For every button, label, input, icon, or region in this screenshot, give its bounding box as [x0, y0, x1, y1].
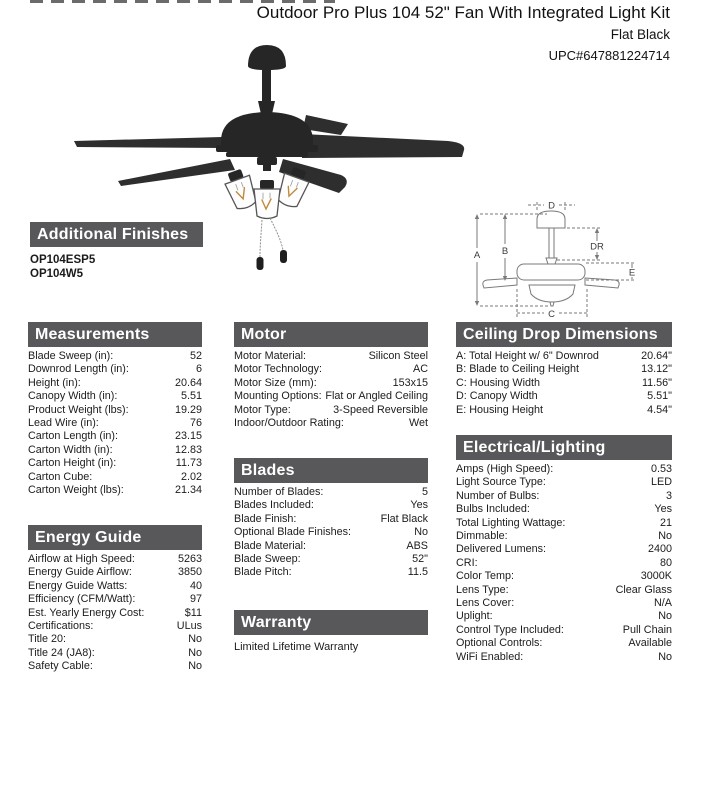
spec-label: Energy Guide Airflow: [28, 566, 132, 579]
spec-value: 3850 [177, 566, 202, 579]
spec-value: 4.54" [647, 403, 672, 416]
spec-row [28, 647, 202, 660]
spec-value: 11.56" [641, 376, 672, 389]
dim-label-b: B [501, 246, 509, 257]
product-finish: Flat Black [610, 27, 670, 42]
spec-row [234, 540, 428, 553]
spec-row [456, 350, 672, 363]
spec-value: 20.64" [641, 350, 672, 362]
spec-row [456, 390, 672, 403]
spec-row [456, 503, 672, 516]
section-ceiling-drop-dimensions [456, 322, 672, 417]
warranty-text: Limited Lifetime Warranty [234, 641, 359, 653]
spec-label: Motor Technology: [234, 363, 323, 376]
spec-value: 5.51" [647, 390, 672, 403]
spec-label: Color Temp: [456, 570, 515, 583]
section-additional-finishes [30, 222, 203, 281]
spec-row [28, 580, 202, 593]
spec-label: Carton Weight (lbs): [28, 484, 124, 497]
spec-label: Lead Wire (in): [28, 417, 99, 430]
spec-label: Total Lighting Wattage: [456, 516, 566, 529]
spec-row [234, 513, 428, 526]
spec-label: Airflow at High Speed: [28, 553, 135, 565]
section-header-additional-finishes: Additional Finishes [30, 222, 203, 247]
spec-value: 76 [189, 417, 202, 430]
spec-value: 5.51 [180, 390, 202, 403]
spec-row [28, 484, 202, 497]
finish-code: OP104W5 [30, 268, 84, 280]
spec-label: Canopy Width (in): [28, 390, 118, 403]
spec-row [456, 597, 672, 610]
spec-value: 5263 [177, 553, 202, 565]
spec-row [28, 660, 202, 673]
spec-value: 13.12" [641, 363, 672, 376]
spec-label: Carton Cube: [28, 470, 93, 483]
spec-value: Silicon Steel [368, 350, 428, 362]
spec-label: Motor Size (mm): [234, 376, 317, 389]
spec-row [456, 404, 672, 417]
spec-label: D: Canopy Width [456, 390, 538, 403]
dim-label-d: D [548, 200, 555, 212]
spec-row [234, 499, 428, 512]
spec-label: A: Total Height w/ 6" Downrod [456, 350, 599, 362]
light-kit [222, 165, 312, 219]
spec-label: CRI: [456, 556, 478, 569]
spec-label: Title 20: [28, 633, 67, 646]
spec-row [234, 526, 428, 539]
spec-row [456, 517, 672, 530]
spec-label: Blade Pitch: [234, 566, 292, 579]
spec-row [456, 530, 672, 543]
dimension-diagram [455, 190, 700, 322]
fan-mount [248, 45, 286, 114]
spec-value: No [188, 633, 202, 646]
spec-label: Control Type Included: [456, 623, 564, 636]
spec-label: Product Weight (lbs): [28, 403, 129, 416]
dim-label-dr: DR [590, 241, 604, 253]
spec-row [234, 417, 428, 430]
spec-label: C: Housing Width [456, 376, 541, 389]
spec-row [456, 624, 672, 637]
spec-row [28, 404, 202, 417]
spec-value: LED [650, 476, 672, 489]
spec-label: Safety Cable: [28, 660, 93, 673]
spec-label: Blade Material: [234, 539, 307, 552]
spec-label: Delivered Lumens: [456, 543, 547, 556]
spec-row [28, 633, 202, 646]
spec-label: Motor Material: [234, 350, 306, 362]
spec-label: Carton Height (in): [28, 457, 117, 470]
spec-value: Pull Chain [622, 623, 672, 636]
spec-row [28, 390, 202, 403]
spec-row [28, 471, 202, 484]
spec-row [456, 543, 672, 556]
spec-value: Clear Glass [615, 583, 672, 596]
finish-code: OP104ESP5 [30, 254, 96, 266]
spec-value: 153x15 [392, 376, 428, 389]
spec-row [28, 553, 202, 566]
spec-row [456, 610, 672, 623]
spec-value: No [658, 610, 672, 623]
spec-label: Mounting Options: [234, 390, 322, 403]
spec-row [234, 486, 428, 499]
spec-label: Height (in): [28, 376, 81, 389]
spec-row [456, 363, 672, 376]
spec-label: Motor Type: [234, 403, 291, 416]
spec-label: Blade Sweep (in): [28, 350, 114, 362]
spec-value: No [188, 660, 202, 673]
spec-label: E: Housing Height [456, 403, 544, 416]
spec-row [456, 476, 672, 489]
spec-value: 11.73 [175, 457, 202, 470]
spec-value: No [658, 650, 672, 663]
dim-label-c: C [548, 309, 555, 320]
spec-label: Blade Finish: [234, 512, 297, 525]
spec-value: 12.83 [174, 443, 202, 456]
spec-row [28, 417, 202, 430]
spec-value: 2400 [647, 543, 672, 556]
spec-value: 3 [665, 489, 672, 502]
dim-label-a: A [473, 250, 481, 261]
spec-row [234, 404, 428, 417]
spec-value: 21 [659, 516, 672, 529]
spec-value: 5 [421, 486, 428, 498]
spec-value: 52 [189, 350, 202, 362]
spec-label: Uplight: [456, 610, 493, 623]
spec-row [456, 570, 672, 583]
pull-chains [257, 218, 288, 270]
spec-row [234, 363, 428, 376]
spec-label: Est. Yearly Energy Cost: [28, 606, 145, 619]
spec-label: Dimmable: [456, 530, 508, 543]
spec-value: Yes [410, 499, 428, 512]
spec-value: 80 [659, 556, 672, 569]
spec-label: Amps (High Speed): [456, 463, 554, 475]
spec-value: Wet [409, 417, 428, 430]
spec-label: Downrod Length (in): [28, 363, 129, 376]
spec-row [456, 651, 672, 664]
spec-label: Carton Width (in): [28, 443, 113, 456]
spec-value: Flat Black [380, 512, 428, 525]
spec-row [456, 584, 672, 597]
spec-value: No [188, 646, 202, 659]
section-measurements [28, 322, 202, 497]
spec-value: No [414, 526, 428, 539]
spec-value: 20.64 [174, 376, 202, 389]
spec-label: Bulbs Included: [456, 503, 530, 516]
section-header-motor: Motor [234, 322, 428, 347]
section-header-energy-guide: Energy Guide [28, 525, 202, 550]
section-motor [234, 322, 428, 430]
spec-label: Title 24 (JA8): [28, 646, 95, 659]
spec-label: Indoor/Outdoor Rating: [234, 417, 344, 430]
spec-value: Available [628, 637, 672, 650]
spec-row [28, 444, 202, 457]
spec-label: Blades Included: [234, 499, 314, 512]
spec-label: B: Blade to Ceiling Height [456, 363, 580, 376]
spec-row [456, 490, 672, 503]
energy-guide-rows [28, 553, 202, 674]
spec-value: No [658, 530, 672, 543]
spec-row [234, 350, 428, 363]
spec-row [456, 557, 672, 570]
spec-row [28, 620, 202, 633]
measurements-rows [28, 350, 202, 497]
spec-row [28, 430, 202, 443]
ceiling-drop-rows [456, 350, 672, 417]
page-title: Outdoor Pro Plus 104 52" Fan With Integrated Light Kit [256, 3, 670, 22]
section-header-warranty: Warranty [234, 610, 428, 635]
section-header-ceiling-drop-dimensions: Ceiling Drop Dimensions [456, 322, 672, 347]
motor-rows [234, 350, 428, 430]
spec-row [28, 607, 202, 620]
spec-row [28, 377, 202, 390]
spec-row [28, 457, 202, 470]
spec-row [28, 566, 202, 579]
spec-label: Optional Controls: [456, 637, 543, 650]
dim-label-e: E [628, 267, 636, 279]
spec-value: Flat or Angled Ceiling [325, 390, 428, 403]
spec-label: Efficiency (CFM/Watt): [28, 593, 136, 606]
spec-row [234, 566, 428, 579]
section-header-blades: Blades [234, 458, 428, 483]
spec-row [28, 593, 202, 606]
blades-rows [234, 486, 428, 580]
spec-label: Certifications: [28, 620, 94, 633]
spec-label: Blade Sweep: [234, 553, 301, 566]
section-header-electrical-lighting: Electrical/Lighting [456, 435, 672, 460]
spec-value: ULus [176, 620, 202, 633]
spec-value: 6 [195, 363, 202, 376]
spec-value: N/A [654, 597, 672, 610]
spec-value: 23.15 [174, 430, 202, 443]
spec-label: Lens Cover: [456, 597, 515, 610]
spec-label: Carton Length (in): [28, 430, 119, 443]
section-energy-guide [28, 525, 202, 674]
spec-row [234, 390, 428, 403]
spec-row [234, 553, 428, 566]
spec-label: WiFi Enabled: [456, 650, 524, 663]
spec-value: 3000K [640, 570, 672, 583]
spec-label: Optional Blade Finishes: [234, 526, 352, 539]
spec-label: Energy Guide Watts: [28, 579, 128, 592]
finish-list [30, 253, 203, 281]
spec-value: 3-Speed Reversible [333, 403, 428, 416]
spec-row [456, 377, 672, 390]
spec-row [456, 637, 672, 650]
spec-row [28, 350, 202, 363]
spec-value: Yes [654, 503, 672, 516]
spec-value: 21.34 [174, 484, 202, 497]
spec-value: AC [413, 363, 428, 376]
spec-value: 2.02 [180, 470, 202, 483]
spec-label: Number of Blades: [234, 486, 324, 498]
spec-value: $11 [184, 606, 202, 619]
spec-label: Lens Type: [456, 583, 509, 596]
spec-value: 40 [189, 579, 202, 592]
spec-value: 52" [412, 553, 428, 566]
spec-label: Light Source Type: [456, 476, 546, 489]
spec-value: 11.5 [407, 566, 428, 579]
spec-value: 97 [189, 593, 202, 606]
spec-row [456, 463, 672, 476]
section-blades [234, 458, 428, 580]
section-header-measurements: Measurements [28, 322, 202, 347]
spec-label: Number of Bulbs: [456, 489, 540, 502]
spec-value: 19.29 [174, 403, 202, 416]
diagram-fan-outline [483, 211, 619, 306]
spec-row [234, 377, 428, 390]
spec-row [28, 363, 202, 376]
spec-value: 0.53 [650, 463, 672, 475]
section-warranty [234, 610, 428, 653]
spec-value: ABS [406, 539, 428, 552]
section-electrical-lighting [456, 435, 672, 664]
electrical-rows [456, 463, 672, 664]
product-upc: UPC#647881224714 [548, 48, 670, 63]
